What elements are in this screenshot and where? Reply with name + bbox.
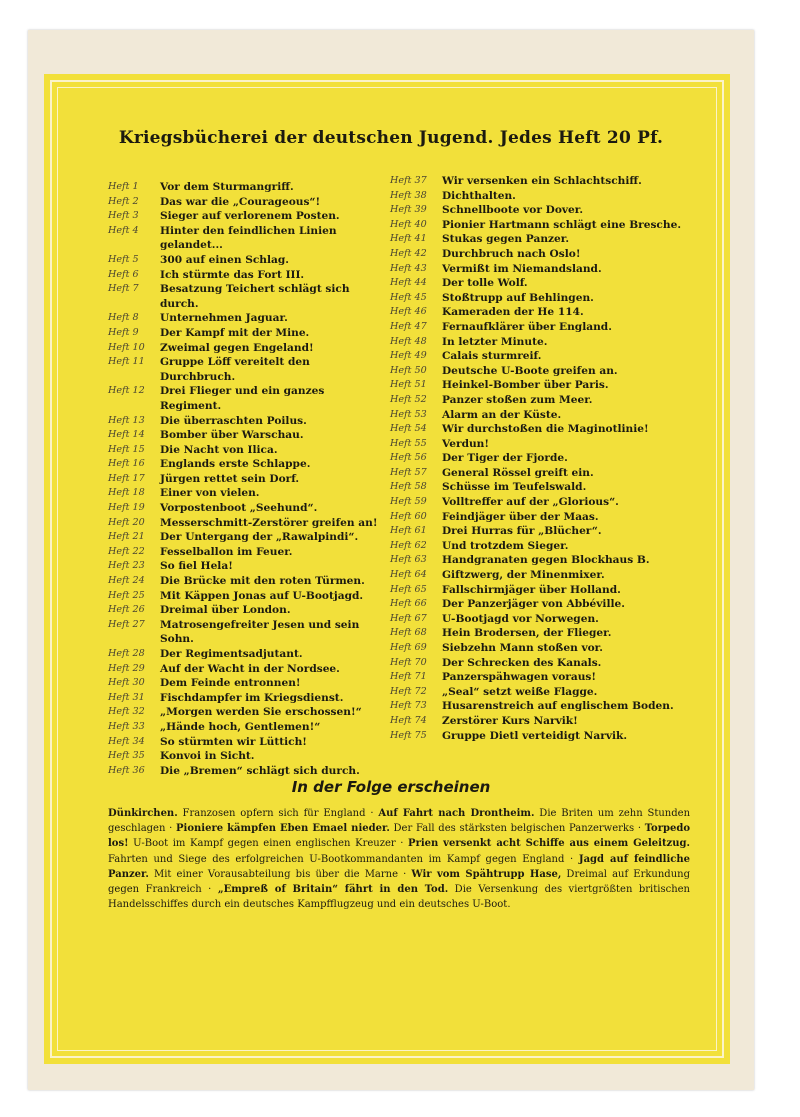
- issue-list-left: [108, 180, 388, 778]
- issue-number: Heft 28: [108, 648, 145, 659]
- issue-number: Heft 32: [108, 706, 145, 718]
- issue-title: Der Kampf mit der Mine.: [160, 326, 310, 339]
- issue-list-right: [390, 174, 690, 743]
- issue-title: Wir versenken ein Schlachtschiff.: [442, 175, 642, 187]
- issue-row: [108, 705, 388, 720]
- issue-title: Feindjäger über der Maas.: [442, 510, 599, 523]
- issue-title: Unternehmen Jaguar.: [160, 312, 288, 325]
- issue-row: [390, 466, 690, 481]
- issue-title: Die „Bremen“ schlägt sich durch.: [160, 764, 360, 777]
- issue-row: [390, 685, 690, 700]
- issue-row: [108, 647, 388, 662]
- issue-title: Dreimal über London.: [160, 604, 291, 617]
- issue-row: [390, 276, 690, 291]
- issue-number: Heft 65: [390, 583, 427, 595]
- issue-row: [108, 603, 388, 618]
- issue-row: [390, 626, 690, 641]
- issue-title: Sieger auf verlorenem Posten.: [160, 210, 340, 223]
- issue-row: [390, 612, 690, 627]
- issue-row: [390, 597, 690, 612]
- issue-number: Heft 18: [108, 487, 145, 499]
- issue-row: [108, 443, 388, 458]
- issue-title: Calais sturmreif.: [442, 350, 542, 363]
- issue-title: Bomber über Warschau.: [160, 429, 304, 442]
- issue-number: Heft 42: [390, 247, 427, 259]
- issue-number: Heft 30: [108, 677, 145, 689]
- issue-number: Heft 52: [390, 393, 427, 405]
- issue-row: [108, 662, 388, 677]
- issue-row: [108, 530, 388, 545]
- issue-number: Heft 64: [390, 569, 427, 581]
- issue-title: Dem Feinde entronnen!: [160, 677, 301, 690]
- issue-row: [108, 195, 388, 210]
- issue-number: Heft 40: [390, 218, 427, 230]
- forthcoming-description: Franzosen opfern sich für England ·: [177, 808, 379, 819]
- issue-number: Heft 75: [390, 729, 427, 741]
- issue-title: In letzter Minute.: [442, 335, 548, 348]
- issue-title: Jürgen rettet sein Dorf.: [160, 472, 300, 485]
- forthcoming-title: Jagd auf feindliche Panzer.: [108, 853, 690, 880]
- issue-row: [390, 189, 690, 204]
- issue-number: Heft 61: [390, 525, 427, 537]
- issue-number: Heft 35: [108, 750, 145, 762]
- issue-title: Alarm an der Küste.: [442, 408, 562, 421]
- issue-row: [108, 516, 388, 531]
- forthcoming-description: Mit einer Vorausabteilung bis über die Marne ·: [148, 868, 412, 880]
- issue-row: [108, 282, 388, 311]
- issue-title: Fesselballon im Feuer.: [160, 545, 293, 558]
- issue-row: [108, 559, 388, 574]
- issue-number: Heft 43: [390, 262, 427, 274]
- issue-number: Heft 37: [390, 175, 427, 186]
- issue-number: Heft 20: [108, 516, 145, 528]
- issue-row: [108, 676, 388, 691]
- issue-number: Heft 14: [108, 429, 145, 441]
- issue-title: Hein Brodersen, der Flieger.: [442, 627, 612, 640]
- issue-number: Heft 6: [108, 268, 139, 280]
- issue-title: Konvoi in Sicht.: [160, 750, 255, 763]
- issue-title: Drei Hurras für „Blücher“.: [442, 525, 602, 538]
- issue-number: Heft 33: [108, 720, 145, 732]
- issue-title: Handgranaten gegen Blockhaus B.: [442, 554, 650, 567]
- issue-row: [390, 670, 690, 685]
- booklet-back-cover: [28, 30, 754, 1090]
- issue-number: Heft 3: [108, 210, 139, 222]
- issue-number: Heft 54: [390, 423, 427, 435]
- issue-title: Zerstörer Kurs Narvik!: [442, 714, 578, 727]
- issue-title: Zweimal gegen Engeland!: [160, 341, 314, 354]
- issue-title: Vorpostenboot „Seehund“.: [160, 502, 318, 515]
- issue-title: Die Nacht von Ilica.: [160, 443, 278, 456]
- issue-row: [390, 553, 690, 568]
- issue-title: Stukas gegen Panzer.: [442, 233, 570, 246]
- issue-number: Heft 45: [390, 291, 427, 303]
- issue-number: Heft 17: [108, 472, 145, 484]
- issue-number: Heft 46: [390, 306, 427, 318]
- issue-title: Wir durchstoßen die Maginotlinie!: [442, 423, 649, 436]
- forthcoming-description: Dreimal auf Erkundung gegen Frankreich ·: [108, 868, 690, 896]
- issue-row: [108, 414, 388, 429]
- issue-row: [390, 393, 690, 408]
- forthcoming-title: Dünkirchen.: [108, 808, 178, 819]
- issue-title: So stürmten wir Lüttich!: [160, 735, 307, 748]
- issue-row: [108, 735, 388, 750]
- issue-title: „Morgen werden Sie erschossen!“: [160, 706, 362, 719]
- issue-title: „Hände hoch, Gentlemen!“: [160, 720, 321, 733]
- issue-number: Heft 70: [390, 656, 427, 668]
- forthcoming-title: „Empreß of Britain“ fährt in den Tod.: [217, 884, 449, 896]
- issue-row: [108, 384, 388, 413]
- issue-row: [390, 291, 690, 306]
- issue-number: Heft 72: [390, 685, 427, 697]
- issue-number: Heft 55: [390, 437, 427, 449]
- issue-number: Heft 56: [390, 452, 427, 464]
- issue-title: Durchbruch nach Oslo!: [442, 247, 581, 260]
- issue-title: Gruppe Dietl verteidigt Narvik.: [442, 729, 628, 742]
- issue-number: Heft 39: [390, 204, 427, 216]
- issue-row: [390, 262, 690, 277]
- forthcoming-title: Wir vom Spähtrupp Hase,: [411, 868, 562, 880]
- issue-title: Die Brücke mit den roten Türmen.: [160, 575, 365, 588]
- issue-row: [390, 422, 690, 437]
- issue-row: [390, 305, 690, 320]
- issue-title: Der tolle Wolf.: [442, 277, 528, 290]
- issue-number: Heft 25: [108, 589, 145, 601]
- issue-number: Heft 49: [390, 350, 427, 362]
- issue-title: Drei Flieger und ein ganzes Regiment.: [160, 385, 325, 412]
- issue-row: [390, 437, 690, 452]
- issue-row: [390, 510, 690, 525]
- issue-number: Heft 74: [390, 714, 427, 726]
- issue-title: Einer von vielen.: [160, 487, 260, 500]
- issue-number: Heft 53: [390, 408, 427, 420]
- issue-number: Heft 48: [390, 335, 427, 347]
- forthcoming-title: Torpedo los!: [108, 823, 690, 850]
- issue-title: General Rössel greift ein.: [442, 466, 594, 479]
- issue-row: [390, 699, 690, 714]
- issue-number: Heft 24: [108, 575, 145, 587]
- issue-number: Heft 34: [108, 735, 145, 747]
- issue-row: [390, 641, 690, 656]
- issue-row: [390, 451, 690, 466]
- issue-number: Heft 8: [108, 312, 139, 324]
- forthcoming-heading: In der Folge erscheinen: [291, 778, 491, 796]
- issue-row: [108, 545, 388, 560]
- issue-row: [390, 364, 690, 379]
- issue-row: [390, 320, 690, 335]
- issue-row: [108, 253, 388, 268]
- issue-row: [108, 355, 388, 384]
- issue-row: [390, 247, 690, 262]
- issue-number: Heft 69: [390, 642, 427, 653]
- forthcoming-description: U-Boot im Kampf gegen einen englischen Kreuzer ·: [128, 838, 409, 850]
- issue-title: Und trotzdem Sieger.: [442, 539, 569, 552]
- issue-row: [390, 174, 690, 189]
- issue-title: Der Panzerjäger von Abbéville.: [442, 598, 625, 611]
- issue-title: Schüsse im Teufelswald.: [442, 481, 587, 494]
- issue-number: Heft 15: [108, 443, 145, 455]
- issue-row: [390, 349, 690, 364]
- issue-row: [390, 714, 690, 729]
- issue-title: Die überraschten Poilus.: [160, 414, 307, 427]
- issue-row: [108, 326, 388, 341]
- issue-row: [390, 232, 690, 247]
- issue-title: Hinter den feindlichen Linien gelandet...: [160, 224, 337, 252]
- issue-number: Heft 16: [108, 458, 145, 470]
- issue-row: [390, 218, 690, 233]
- issue-row: [390, 495, 690, 510]
- issue-title: Husarenstreich auf englischem Boden.: [442, 700, 674, 713]
- issue-number: Heft 58: [390, 481, 427, 493]
- issue-number: Heft 31: [108, 691, 145, 703]
- series-title: Kriegsbücherei der deutschen Jugend. Jedes Heft 20 Pf.: [118, 128, 664, 148]
- issue-row: [390, 583, 690, 598]
- issue-row: [108, 501, 388, 516]
- issue-row: [108, 574, 388, 589]
- issue-title: Der Untergang der „Rawalpindi“.: [160, 531, 359, 544]
- issue-row: [108, 341, 388, 356]
- issue-number: Heft 10: [108, 341, 145, 353]
- issue-row: [108, 486, 388, 501]
- issue-number: Heft 36: [108, 764, 145, 776]
- issue-title: Besatzung Teichert schlägt sich durch.: [160, 283, 350, 310]
- issue-row: [390, 524, 690, 539]
- issue-title: Heinkel-Bomber über Paris.: [442, 379, 609, 392]
- forthcoming-description: Die Briten um zehn Stunden geschlagen ·: [108, 808, 691, 835]
- issue-title: U-Bootjagd vor Norwegen.: [442, 612, 599, 625]
- issue-number: Heft 11: [108, 356, 145, 368]
- issue-title: Deutsche U-Boote greifen an.: [442, 364, 618, 377]
- issue-title: Messerschmitt-Zerstörer greifen an!: [160, 516, 378, 529]
- issue-number: Heft 4: [108, 224, 139, 236]
- issue-number: Heft 60: [390, 510, 427, 522]
- issue-title: Mit Käppen Jonas auf U-Bootjagd.: [160, 589, 364, 602]
- issue-number: Heft 22: [108, 545, 145, 557]
- issue-row: [108, 749, 388, 764]
- issue-number: Heft 44: [390, 277, 427, 289]
- issue-row: [108, 224, 388, 253]
- issue-row: [390, 203, 690, 218]
- issue-number: Heft 1: [108, 181, 139, 192]
- issue-number: Heft 73: [390, 700, 427, 712]
- issue-title: Fernaufklärer über England.: [442, 320, 612, 333]
- issue-number: Heft 7: [108, 283, 139, 295]
- issue-title: Matrosengefreiter Jesen und sein Sohn.: [160, 618, 360, 646]
- issue-number: Heft 57: [390, 466, 427, 478]
- issue-number: Heft 47: [390, 320, 427, 332]
- issue-title: Panzerspähwagen voraus!: [442, 671, 597, 684]
- issue-number: Heft 5: [108, 253, 139, 265]
- issue-number: Heft 2: [108, 195, 139, 207]
- forthcoming-paragraph: [108, 806, 690, 912]
- forthcoming-title: Pioniere kämpfen Eben Emael nieder.: [176, 823, 390, 835]
- issue-number: Heft 38: [390, 189, 427, 201]
- issue-title: So fiel Hela!: [160, 560, 233, 573]
- issue-title: Pionier Hartmann schlägt eine Bresche.: [442, 218, 682, 231]
- forthcoming-description: Die Versenkung des viertgrößten britischen Handelsschiffes durch ein deutsches Kampfflugzeug und ein deutsches U-Boot.: [108, 884, 690, 911]
- issue-row: [390, 568, 690, 583]
- issue-title: Vermißt im Niemandsland.: [442, 262, 602, 275]
- forthcoming-title: Auf Fahrt nach Drontheim.: [378, 808, 535, 819]
- issue-title: Stoßtrupp auf Behlingen.: [442, 291, 594, 304]
- issue-title: Englands erste Schlappe.: [160, 458, 311, 471]
- forthcoming-title: Prien versenkt acht Schiffe aus einem Geleitzug.: [408, 838, 690, 850]
- forthcoming-description: Der Fall des stärksten belgischen Panzerwerks ·: [389, 823, 645, 835]
- issue-title: Fallschirmjäger über Holland.: [442, 583, 621, 596]
- issue-title: 300 auf einen Schlag.: [160, 253, 289, 266]
- issue-row: [390, 480, 690, 495]
- issue-title: Volltreffer auf der „Glorious“.: [442, 496, 619, 509]
- issue-title: Schnellboote vor Dover.: [442, 204, 584, 217]
- issue-number: Heft 27: [108, 618, 145, 630]
- issue-title: Gruppe Löff vereitelt den Durchbruch.: [160, 356, 310, 383]
- issue-title: Vor dem Sturmangriff.: [160, 181, 294, 193]
- issue-title: Verdun!: [442, 437, 490, 450]
- issue-row: [390, 378, 690, 393]
- issue-title: Siebzehn Mann stoßen vor.: [442, 642, 603, 654]
- issue-row: [390, 408, 690, 423]
- issue-row: [108, 428, 388, 443]
- issue-row: [108, 618, 388, 647]
- issue-title: Auf der Wacht in der Nordsee.: [160, 662, 340, 675]
- issue-number: Heft 13: [108, 414, 145, 426]
- issue-row: [108, 720, 388, 735]
- issue-title: Der Regimentsadjutant.: [160, 648, 303, 660]
- issue-title: Fischdampfer im Kriegsdienst.: [160, 691, 344, 704]
- issue-number: Heft 67: [390, 612, 427, 624]
- issue-title: Ich stürmte das Fort III.: [160, 268, 305, 281]
- issue-row: [108, 764, 388, 779]
- issue-number: Heft 51: [390, 379, 427, 391]
- issue-row: [108, 209, 388, 224]
- issue-number: Heft 59: [390, 496, 427, 508]
- issue-number: Heft 62: [390, 539, 427, 551]
- issue-row: [108, 457, 388, 472]
- issue-row: [390, 656, 690, 671]
- forthcoming-description: Fahrten und Siege des erfolgreichen U-Bootkommandanten im Kampf gegen England ·: [108, 853, 579, 865]
- issue-row: [390, 729, 690, 744]
- issue-number: Heft 29: [108, 662, 145, 674]
- issue-number: Heft 19: [108, 502, 145, 514]
- issue-number: Heft 68: [390, 627, 427, 639]
- issue-number: Heft 21: [108, 531, 145, 543]
- issue-row: [108, 589, 388, 604]
- issue-row: [390, 335, 690, 350]
- issue-number: Heft 41: [390, 233, 427, 245]
- issue-title: Kameraden der He 114.: [442, 306, 584, 319]
- issue-title: Dichthalten.: [442, 189, 516, 202]
- issue-title: „Seal“ setzt weiße Flagge.: [442, 685, 598, 698]
- issue-number: Heft 50: [390, 364, 427, 376]
- issue-number: Heft 66: [390, 598, 427, 610]
- issue-number: Heft 63: [390, 554, 427, 566]
- issue-title: Der Schrecken des Kanals.: [442, 656, 602, 669]
- issue-number: Heft 9: [108, 326, 139, 338]
- issue-row: [108, 472, 388, 487]
- issue-title: Das war die „Courageous“!: [160, 195, 321, 208]
- issue-row: [108, 180, 388, 195]
- issue-title: Panzer stoßen zum Meer.: [442, 393, 593, 406]
- issue-row: [108, 268, 388, 283]
- issue-number: Heft 71: [390, 671, 427, 683]
- issue-number: Heft 12: [108, 385, 145, 397]
- issue-title: Giftzwerg, der Minenmixer.: [442, 569, 605, 582]
- issue-number: Heft 23: [108, 560, 145, 572]
- issue-number: Heft 26: [108, 604, 145, 616]
- issue-row: [108, 311, 388, 326]
- issue-row: [390, 539, 690, 554]
- issue-row: [108, 691, 388, 706]
- issue-title: Der Tiger der Fjorde.: [442, 452, 568, 465]
